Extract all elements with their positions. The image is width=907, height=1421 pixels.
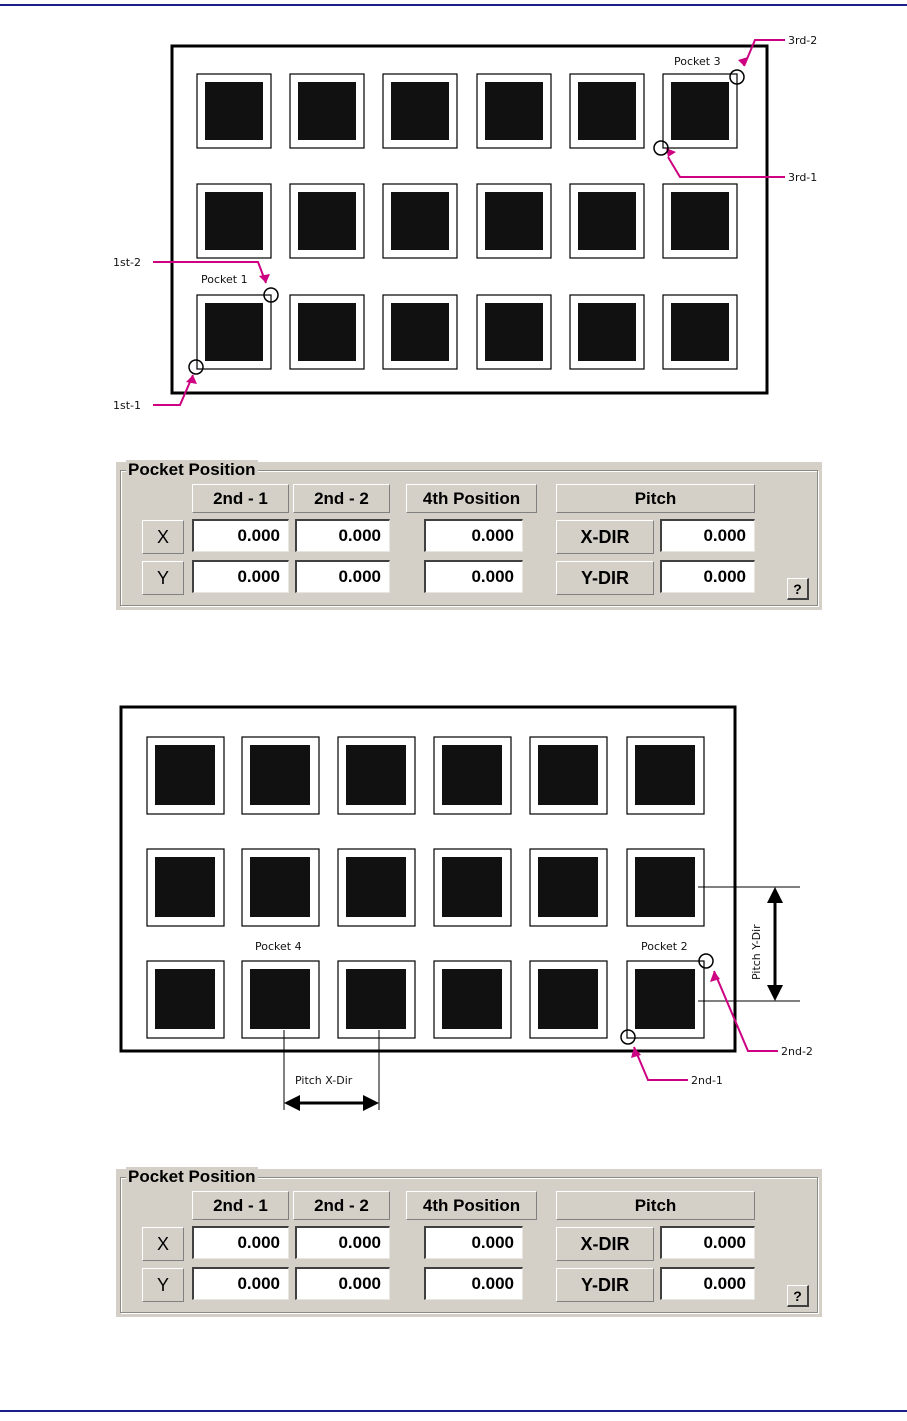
pocket-device [250, 969, 310, 1029]
panel-title: Pocket Position [128, 1167, 256, 1186]
label-pocket-3: Pocket 3 [674, 55, 721, 68]
pocket-device [155, 969, 215, 1029]
pocket-device [250, 857, 310, 917]
pitch-x-dir-field[interactable]: 0.000 [660, 519, 755, 552]
x-4th-position-field[interactable]: 0.000 [424, 1226, 523, 1259]
panel-title: Pocket Position [128, 460, 256, 479]
pocket-device [485, 82, 543, 140]
pitch-y-dir-label: Y-DIR [556, 1268, 654, 1302]
pocket-device [391, 82, 449, 140]
pocket-position-panel-1 [116, 462, 822, 610]
row-label-y: Y [142, 1268, 184, 1302]
header-pitch: Pitch [556, 1191, 755, 1220]
pocket-device [635, 745, 695, 805]
pocket-device [671, 303, 729, 361]
pocket-device [538, 857, 598, 917]
pocket-device [346, 857, 406, 917]
pocket-device [250, 745, 310, 805]
label-1st-2: 1st-2 [113, 256, 142, 269]
y-2nd-2-field[interactable]: 0.000 [295, 1267, 390, 1300]
label-pitch-x-dir: Pitch X-Dir [295, 1074, 353, 1087]
header-4th-position: 4th Position [406, 1191, 537, 1220]
header-4th-position: 4th Position [406, 484, 537, 513]
help-button[interactable]: ? [787, 1285, 809, 1307]
pocket-device [346, 745, 406, 805]
pocket-device [578, 303, 636, 361]
pocket-device [391, 303, 449, 361]
y-2nd-2-field[interactable]: 0.000 [295, 560, 390, 593]
tray-diagram-2 [0, 690, 907, 1130]
pocket-device [485, 303, 543, 361]
row-label-y: Y [142, 561, 184, 595]
help-button[interactable]: ? [787, 578, 809, 600]
pocket-device [155, 745, 215, 805]
y-2nd-1-field[interactable]: 0.000 [192, 560, 289, 593]
pitch-y-dir-field[interactable]: 0.000 [660, 1267, 755, 1300]
pocket-device [578, 192, 636, 250]
label-1st-1: 1st-1 [113, 399, 142, 412]
pocket-device [538, 969, 598, 1029]
x-4th-position-field[interactable]: 0.000 [424, 519, 523, 552]
label-pitch-y-dir: Pitch Y-Dir [750, 924, 763, 980]
row-label-x: X [142, 1227, 184, 1261]
pocket-device [442, 857, 502, 917]
x-2nd-1-field[interactable]: 0.000 [192, 519, 289, 552]
pocket-device [391, 192, 449, 250]
pocket-device [298, 82, 356, 140]
header-2nd-2: 2nd - 2 [293, 1191, 390, 1220]
pocket-device [205, 303, 263, 361]
pitch-y-dir-field[interactable]: 0.000 [660, 560, 755, 593]
x-2nd-1-field[interactable]: 0.000 [192, 1226, 289, 1259]
pocket-device [635, 857, 695, 917]
pocket-device [538, 745, 598, 805]
y-4th-position-field[interactable]: 0.000 [424, 560, 523, 593]
pocket-device [485, 192, 543, 250]
header-2nd-2: 2nd - 2 [293, 484, 390, 513]
pocket-device [346, 969, 406, 1029]
label-2nd-2: 2nd-2 [781, 1045, 813, 1058]
row-label-x: X [142, 520, 184, 554]
pitch-x-dir-label: X-DIR [556, 520, 654, 554]
pocket-device [298, 303, 356, 361]
pocket-device [671, 82, 729, 140]
bottom-rule [0, 1410, 907, 1412]
pocket-device [442, 969, 502, 1029]
y-2nd-1-field[interactable]: 0.000 [192, 1267, 289, 1300]
pitch-x-dir-label: X-DIR [556, 1227, 654, 1261]
label-3rd-2: 3rd-2 [788, 34, 818, 47]
pocket-device [205, 192, 263, 250]
y-4th-position-field[interactable]: 0.000 [424, 1267, 523, 1300]
label-2nd-1: 2nd-1 [691, 1074, 723, 1087]
pitch-x-dir-field[interactable]: 0.000 [660, 1226, 755, 1259]
pocket-device [298, 192, 356, 250]
x-2nd-2-field[interactable]: 0.000 [295, 1226, 390, 1259]
header-2nd-1: 2nd - 1 [192, 1191, 289, 1220]
label-3rd-1: 3rd-1 [788, 171, 818, 184]
pocket-device [578, 82, 636, 140]
pocket-device [635, 969, 695, 1029]
header-pitch: Pitch [556, 484, 755, 513]
label-pocket-4: Pocket 4 [255, 940, 302, 953]
pocket-device [442, 745, 502, 805]
header-2nd-1: 2nd - 1 [192, 484, 289, 513]
tray-diagram-1 [0, 0, 907, 440]
x-2nd-2-field[interactable]: 0.000 [295, 519, 390, 552]
label-pocket-1: Pocket 1 [201, 273, 248, 286]
pitch-y-dir-label: Y-DIR [556, 561, 654, 595]
pocket-device [205, 82, 263, 140]
pocket-device [671, 192, 729, 250]
pocket-position-panel-2 [116, 1169, 822, 1317]
label-pocket-2: Pocket 2 [641, 940, 688, 953]
pocket-device [155, 857, 215, 917]
